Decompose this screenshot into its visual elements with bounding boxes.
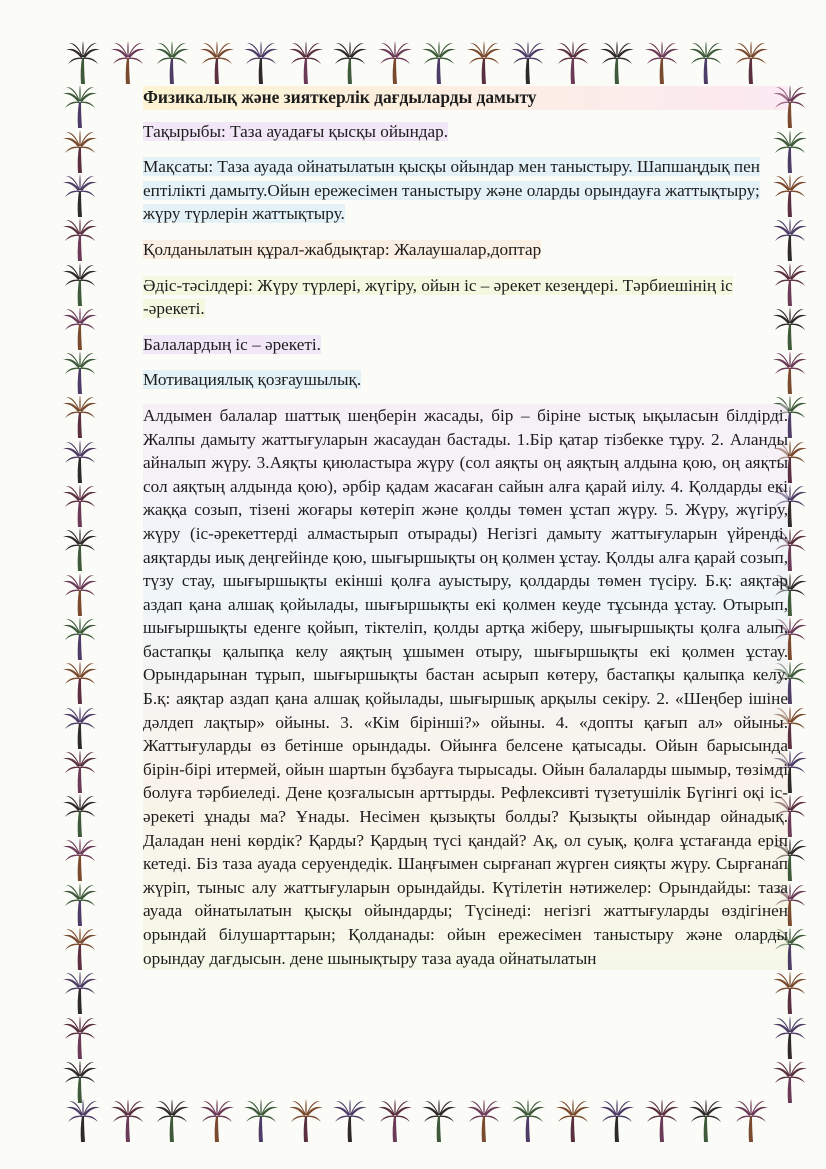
palm-tree-icon	[510, 1098, 546, 1144]
palm-tree-icon	[62, 749, 98, 795]
main-body-paragraph: Алдымен балалар шаттық шеңберін жасады, бір – біріне ыстық ықыласын білдірді. Жалпы дамыту жаттығуларын жасаудан бастады. 1.Бір қатар тізбекке тұру. 2. Аланды айналып жүру. 3.Аяқты қиюластыра жүру (сол аяқты оң аяқтың алдына қою, оң аяқты сол аяқтың алдында қою), әрбір қадам жасаған сайын алға қарай иілу. 4. Қолдарды екі жаққа созып, тізені жоғары көтеріп және қолды төмен ұстап жүру. 5. Жүру, жүгіру, жүру (іс-әрекеттерді алмастырып отырады) Негізгі дамыту жаттығуларын үйренді. аяқтарды иық деңгейінде қою, шығыршықты оң қолмен ұстау. Қолды алға қарай созып, түзу стау, шығыршықты екінші қолға ауыстыру, қолдарды төмен түсіру. Б.қ: аяқтар аздап қана алшақ қойылады, шығыршықты екі қолмен кеуде тұсында ұстау. Отырып, шығыршықты еденге қойып, тіктеліп, қолды артқа жіберу, шығыршықты қолға алып, бастапқы қалыпқа келу аяқтың ұшымен отыру, шығыршықты екі қолмен ұстау. Орындарынан тұрып, шығыршықты бастан асырып көтеру, бастапқы қалыпқа келу. Б.қ: аяқтар аздап қана алшақ қойылады, шығыршық арқылы секіру. 2. «Шеңбер ішіне дәлдеп лақтыр» ойыны. 3. «Кім бірінші?» ойыны. 4. «допты қағып ал» ойыны. Жаттығуларды өз бетінше орындады. Ойынға белсене қатысады. Ойын барысында бірін-бірі итермей, ойын шартын бұзбауға тырысады. Ойын балаларды шымыр, төзімді болуға тәрбиеледі. Дене қозғалысын арттырды. Рефлексивті түзетушілік Бүгінгі оқі іс-әрекеті ұнады ма? Ұнады. Несімен қызықты болды? Қызықты ойындар ойнадық. Даладан нені көрдік? Қарды? Қардың түсі қандай? Ақ, ол суық, қолға ұстағанда еріп кетеді. Біз таза ауада серуендедік. Шаңғымен сырғанап жүрген сияқты жүру. Сырғанап жүріп, тыныс алу жаттығуларын орындайды. Күтілетін нәтижелер: Орындайды: таза ауада ойнатылатын қысқы ойындарды; Түсінеді: негізгі жаттығуларды өздігінен орындай білушарттарын; Қолданады: ойын ережесімен таныстыру және оларды орындау дағдысын. дене шынықтыру таза ауада ойнатылатын	[143, 404, 788, 970]
palm-tree-icon	[199, 40, 235, 86]
palm-tree-icon	[62, 882, 98, 928]
palm-tree-icon	[466, 1098, 502, 1144]
palm-tree-icon	[377, 40, 413, 86]
palm-tree-icon	[199, 1098, 235, 1144]
palm-tree-icon	[772, 1015, 808, 1061]
equipment-line: Қолданылатын құрал-жабдықтар: Жалаушалар,доптар	[143, 239, 542, 259]
palm-tree-icon	[110, 1098, 146, 1144]
palm-tree-icon	[62, 350, 98, 396]
palm-tree-icon	[62, 306, 98, 352]
document-content	[143, 86, 788, 970]
palm-tree-icon	[154, 1098, 190, 1144]
palm-tree-icon	[421, 40, 457, 86]
palm-tree-icon	[62, 129, 98, 175]
goal-paragraph: Мақсаты: Таза ауада ойнатылатын қысқы ойындар мен таныстыру. Шапшаңдық пен ептілікті дамыту.Ойын ережесімен таныстыру және оларды орындауға жаттықтыру; жүру түрлерін жаттықтыру.	[143, 157, 760, 224]
motivation-line: Мотивациялық қозғаушылық.	[143, 370, 362, 390]
palm-tree-icon	[772, 970, 808, 1016]
palm-tree-icon	[62, 970, 98, 1016]
palm-tree-icon	[243, 1098, 279, 1144]
document-title: Физикалық және зияткерлік дағдыларды дамыту	[143, 86, 788, 110]
palm-tree-icon	[62, 217, 98, 263]
palm-tree-icon	[555, 40, 591, 86]
palm-tree-icon	[62, 616, 98, 662]
methods-paragraph: Әдіс-тәсілдері: Жүру түрлері, жүгіру, ойын іс – әрекет кезеңдері. Тәрбиешінің іс -әрекеті.	[143, 275, 733, 319]
topic-line: Тақырыбы: Таза ауадағы қысқы ойындар.	[143, 121, 449, 141]
palm-tree-icon	[288, 40, 324, 86]
palm-tree-icon	[644, 1098, 680, 1144]
children-activity-line: Балалардың іс – әрекеті.	[143, 334, 321, 354]
palm-tree-icon	[62, 173, 98, 219]
palm-tree-icon	[377, 1098, 413, 1144]
palm-tree-icon	[62, 439, 98, 485]
palm-tree-icon	[62, 394, 98, 440]
palm-tree-icon	[62, 527, 98, 573]
palm-tree-icon	[62, 705, 98, 751]
palm-tree-icon	[644, 40, 680, 86]
palm-tree-icon	[688, 40, 724, 86]
palm-tree-icon	[65, 40, 101, 86]
palm-tree-icon	[733, 40, 769, 86]
palm-tree-icon	[599, 40, 635, 86]
palm-tree-icon	[772, 1059, 808, 1105]
palm-tree-icon	[421, 1098, 457, 1144]
palm-tree-icon	[288, 1098, 324, 1144]
palm-tree-icon	[110, 40, 146, 86]
palm-tree-icon	[466, 40, 502, 86]
palm-tree-icon	[599, 1098, 635, 1144]
palm-tree-icon	[62, 262, 98, 308]
palm-tree-icon	[62, 926, 98, 972]
palm-tree-icon	[62, 793, 98, 839]
palm-tree-icon	[154, 40, 190, 86]
palm-tree-icon	[555, 1098, 591, 1144]
palm-tree-icon	[62, 483, 98, 529]
palm-tree-icon	[62, 572, 98, 618]
palm-tree-icon	[733, 1098, 769, 1144]
palm-tree-icon	[62, 1059, 98, 1105]
palm-tree-icon	[332, 40, 368, 86]
palm-tree-icon	[243, 40, 279, 86]
palm-tree-icon	[510, 40, 546, 86]
palm-tree-icon	[688, 1098, 724, 1144]
palm-tree-icon	[62, 660, 98, 706]
palm-tree-icon	[62, 1015, 98, 1061]
palm-tree-icon	[62, 84, 98, 130]
palm-tree-icon	[62, 837, 98, 883]
palm-tree-icon	[332, 1098, 368, 1144]
